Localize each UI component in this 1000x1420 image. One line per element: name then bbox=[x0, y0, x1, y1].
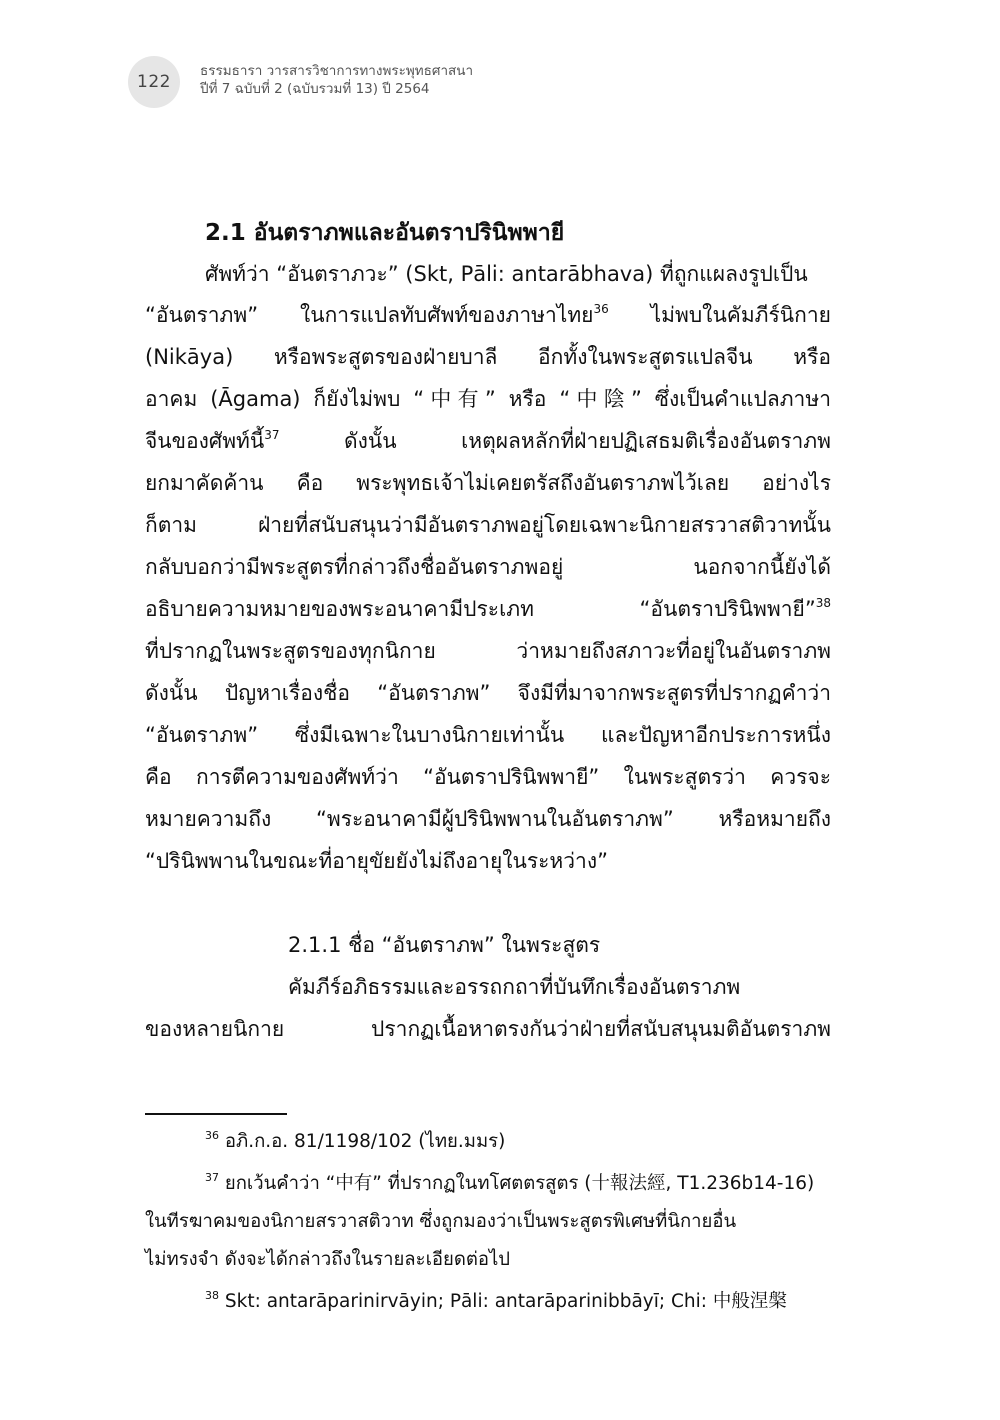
section-heading: 2.1 อันตราภพและอันตราปรินิพพายี bbox=[205, 220, 565, 246]
paragraph-line bbox=[145, 300, 831, 330]
subsection-line: ของหลายนิกาย ปรากฏเนื้อหาตรงกันว่าฝ่ายที่สนับสนุนมติอันตราภพ bbox=[145, 1017, 831, 1041]
footnote-ref: 36 bbox=[593, 302, 609, 316]
paragraph-line: หมายความถึง “พระอนาคามีผู้ปรินิพพานในอันตราภพ” หรือหมายถึง bbox=[145, 807, 831, 831]
paragraph-line: ดังนั้น ปัญหาเรื่องชื่อ “อันตราภพ” จึงมีที่มาจากพระสูตรที่ปรากฏคำว่า bbox=[145, 681, 831, 705]
subsection-line: คัมภีร์อภิธรรมและอรรถกถาที่บันทึกเรื่องอันตราภพ bbox=[288, 975, 741, 999]
paragraph-line: อาคม (Āgama) ก็ยังไม่พบ “中有” หรือ “中陰” ซึ่งเป็นคำแปลภาษา bbox=[145, 387, 831, 411]
footnote-divider bbox=[145, 1113, 287, 1115]
subsection-heading: 2.1.1 ชื่อ “อันตราภพ” ในพระสูตร bbox=[288, 933, 601, 957]
paragraph-line bbox=[145, 426, 831, 456]
footnote-37 bbox=[205, 1170, 831, 1198]
footnote-line: ในทีรฆาคมของนิกายสรวาสติวาท ซึ่งถูกมองว่าเป็นพระสูตรพิเศษที่นิกายอื่น bbox=[145, 1211, 737, 1232]
running-head bbox=[200, 62, 473, 98]
paragraph-line: “ปรินิพพานในขณะที่อายุขัยยังไม่ถึงอายุในระหว่าง” bbox=[145, 849, 608, 873]
paragraph-line-part: จีนของศัพท์นี้ bbox=[145, 429, 265, 453]
paragraph-line: ศัพท์ว่า “อันตราภวะ” (Skt, Pāli: antarābhava) ที่ถูกแผลงรูปเป็น bbox=[205, 262, 808, 286]
footnote-36 bbox=[205, 1128, 831, 1156]
footnote-38 bbox=[205, 1288, 831, 1316]
footnote-text: Skt: antarāparinirvāyin; Pāli: antarāparinibbāyī; Chi: 中般涅槃 bbox=[224, 1291, 787, 1312]
footnote-number: 37 bbox=[205, 1171, 219, 1184]
footnote-ref: 37 bbox=[264, 428, 280, 442]
journal-title: ธรรมธารา วารสารวิชาการทางพระพุทธศาสนา bbox=[200, 63, 474, 79]
paragraph-line: คือ การตีความของศัพท์ว่า “อันตราปรินิพพายี” ในพระสูตรว่า ควรจะ bbox=[145, 765, 831, 789]
paragraph-line-part: อธิบายความหมายของพระอนาคามีประเภท “อันตราปรินิพพายี” bbox=[145, 597, 816, 621]
paragraph-line: ยกมาคัดค้าน คือ พระพุทธเจ้าไม่เคยตรัสถึงอันตราภพไว้เลย อย่างไร bbox=[145, 471, 831, 495]
paragraph-line: (Nikāya) หรือพระสูตรของฝ่ายบาลี อีกทั้งในพระสูตรแปลจีน หรือ bbox=[145, 345, 831, 369]
paragraph-line: “อันตราภพ” ซึ่งมีเฉพาะในบางนิกายเท่านั้น และปัญหาอีกประการหนึ่ง bbox=[145, 723, 831, 747]
paragraph-line-part: ดังนั้น เหตุผลหลักที่ฝ่ายปฏิเสธมติเรื่องอันตราภพ bbox=[279, 429, 831, 453]
footnote-number: 38 bbox=[205, 1289, 219, 1302]
paragraph-line-part: “อันตราภพ” ในการแปลทับศัพท์ของภาษาไทย bbox=[145, 303, 594, 327]
paragraph-line bbox=[145, 594, 831, 624]
footnote-text: ยกเว้นคำว่า “中有” ที่ปรากฏในทโศตตรสูตร (十報法經, T1.236b14-16) bbox=[224, 1173, 815, 1194]
footnote-ref: 38 bbox=[815, 596, 831, 610]
footnote-text: อภิ.ก.อ. 81/1198/102 (ไทย.มมร) bbox=[224, 1131, 506, 1152]
paragraph-line: ที่ปรากฏในพระสูตรของทุกนิกาย ว่าหมายถึงสภาวะที่อยู่ในอันตราภพ bbox=[145, 639, 831, 663]
footnote-line: ไม่ทรงจำ ดังจะได้กล่าวถึงในรายละเอียดต่อไป bbox=[145, 1249, 511, 1270]
issue-info: ปีที่ 7 ฉบับที่ 2 (ฉบับรวมที่ 13) ปี 2564 bbox=[200, 81, 430, 97]
paragraph-line-part: ไม่พบในคัมภีร์นิกาย bbox=[650, 303, 831, 327]
paragraph-line: กลับบอกว่ามีพระสูตรที่กล่าวถึงชื่ออันตราภพอยู่ นอกจากนี้ยังได้ bbox=[145, 555, 831, 579]
paragraph-line: ก็ตาม ฝ่ายที่สนับสนุนว่ามีอันตราภพอยู่โดยเฉพาะนิกายสรวาสติวาทนั้น bbox=[145, 513, 831, 537]
footnote-number: 36 bbox=[205, 1129, 219, 1142]
page-number: 122 bbox=[128, 56, 180, 108]
